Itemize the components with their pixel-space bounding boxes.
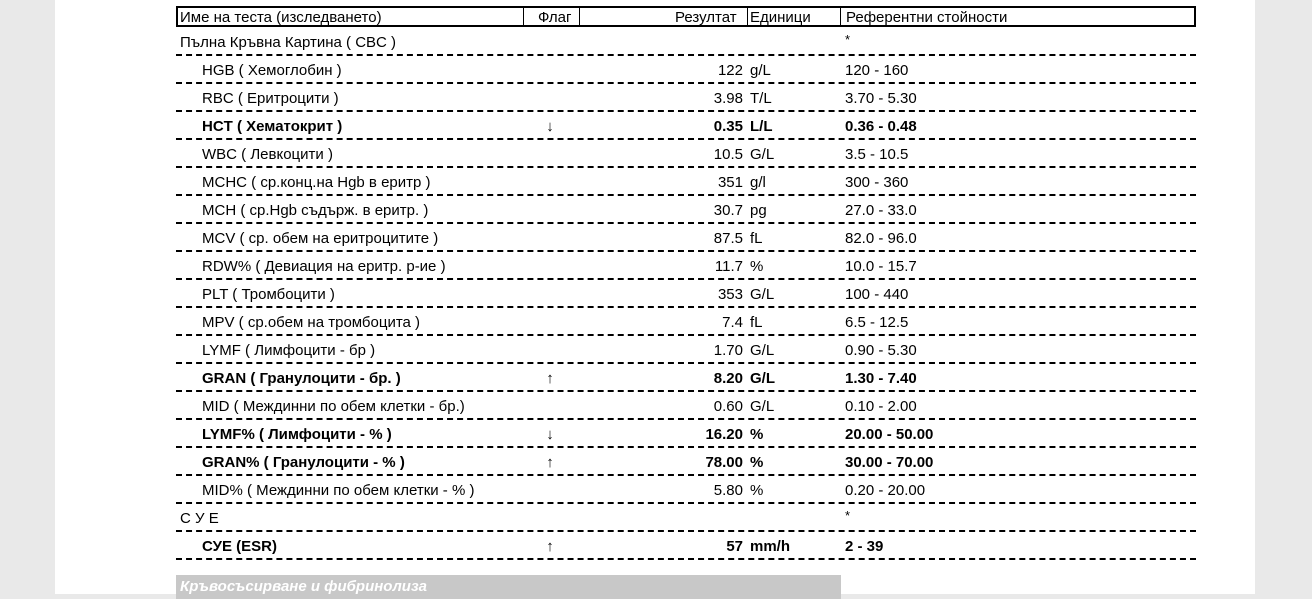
group-title: Пълна Кръвна Картина ( CBC )	[180, 34, 397, 51]
reference-range: 2 - 39	[845, 538, 884, 555]
test-name: MID ( Междинни по обем клетки - бр.)	[202, 398, 465, 415]
table-row	[176, 392, 1196, 420]
result-unit: %	[750, 454, 764, 471]
result-value: 1.70	[713, 342, 743, 359]
test-name: PLT ( Тромбоцити )	[202, 286, 335, 303]
result-unit: pg	[750, 202, 767, 219]
result-unit: G/L	[750, 146, 775, 163]
test-name: LYMF% ( Лимфоцити - % )	[202, 426, 392, 443]
reference-range: 10.0 - 15.7	[845, 258, 917, 275]
table-row	[176, 364, 1196, 392]
result-value: 87.5	[713, 230, 743, 247]
reference-range: 27.0 - 33.0	[845, 202, 917, 219]
result-value: 11.7	[714, 258, 743, 275]
result-unit: %	[750, 482, 764, 499]
reference-range: 1.30 - 7.40	[845, 370, 917, 387]
table-row	[176, 252, 1196, 280]
header-test-name: Име на теста (изследването)	[180, 9, 382, 26]
table-row	[176, 308, 1196, 336]
result-value: 351	[717, 174, 743, 191]
reference-range: 6.5 - 12.5	[845, 314, 909, 331]
test-name: СУЕ (ESR)	[202, 538, 277, 555]
result-unit: G/L	[750, 398, 775, 415]
test-name: MCH ( ср.Hgb съдърж. в еритр. )	[202, 202, 429, 219]
test-name: MCV ( ср. обем на еритроцитите )	[202, 230, 439, 247]
table-row	[176, 476, 1196, 504]
test-name: HGB ( Хемоглобин )	[202, 62, 342, 79]
table-row	[176, 420, 1196, 448]
result-value: 5.80	[713, 482, 743, 499]
header-divider	[747, 8, 748, 25]
reference-range: 120 - 160	[845, 62, 909, 79]
result-unit: fL	[750, 230, 763, 247]
test-name: MPV ( ср.обем на тромбоцита )	[202, 314, 421, 331]
result-value: 0.60	[713, 398, 743, 415]
reference-range: 20.00 - 50.00	[845, 426, 934, 443]
flag-arrow-icon: ↓	[546, 118, 554, 135]
table-row	[176, 168, 1196, 196]
test-name: LYMF ( Лимфоцити - бр )	[202, 342, 376, 359]
table-row	[176, 196, 1196, 224]
table-row	[176, 112, 1196, 140]
result-value: 353	[717, 286, 743, 303]
header-divider	[523, 8, 524, 25]
table-row	[176, 84, 1196, 112]
flag-arrow-icon: ↑	[546, 370, 554, 387]
result-unit: %	[750, 426, 764, 443]
result-unit: g/l	[750, 174, 766, 191]
header-reference: Референтни стойности	[846, 9, 1008, 26]
result-value: 30.7	[713, 202, 743, 219]
table-row	[176, 140, 1196, 168]
result-unit: G/L	[750, 370, 775, 387]
reference-range: 30.00 - 70.00	[845, 454, 934, 471]
test-name: MCHC ( ср.конц.на Hgb в еритр )	[202, 174, 431, 191]
result-value: 3.98	[713, 90, 743, 107]
reference-range: 0.20 - 20.00	[845, 482, 926, 499]
section-banner-coagulation: Кръвосъсирване и фибринолиза	[176, 575, 841, 599]
table-row	[176, 280, 1196, 308]
reference-range: 3.70 - 5.30	[845, 90, 917, 107]
test-name: RBC ( Еритроцити )	[202, 90, 339, 107]
group-title: С У Е	[180, 510, 219, 527]
test-name: MID% ( Междинни по обем клетки - % )	[202, 482, 475, 499]
header-flag: Флаг	[538, 9, 572, 26]
result-value: 16.20	[705, 426, 743, 443]
result-unit: mm/h	[750, 538, 791, 555]
reference-range: 3.5 - 10.5	[845, 146, 909, 163]
table-row	[176, 448, 1196, 476]
group-header-row	[176, 504, 1196, 532]
test-name: RDW% ( Девиация на еритр. р-ие )	[202, 258, 446, 275]
group-reference-marker: *	[845, 508, 851, 523]
result-value: 10.5	[713, 146, 743, 163]
result-unit: g/L	[750, 62, 771, 79]
table-row	[176, 532, 1196, 560]
test-name: WBC ( Левкоцити )	[202, 146, 333, 163]
test-name: HCT ( Хематокрит )	[202, 118, 343, 135]
reference-range: 0.90 - 5.30	[845, 342, 917, 359]
result-unit: G/L	[750, 286, 775, 303]
reference-range: 82.0 - 96.0	[845, 230, 917, 247]
result-value: 122	[717, 62, 743, 79]
flag-arrow-icon: ↑	[546, 538, 554, 555]
results-table-header	[176, 6, 1196, 27]
test-name: GRAN ( Гранулоцити - бр. )	[202, 370, 401, 387]
group-header-row	[176, 28, 1196, 56]
reference-range: 0.10 - 2.00	[845, 398, 917, 415]
flag-arrow-icon: ↓	[546, 426, 554, 443]
flag-arrow-icon: ↑	[546, 454, 554, 471]
result-value: 8.20	[713, 370, 743, 387]
reference-range: 100 - 440	[845, 286, 909, 303]
header-divider	[840, 8, 841, 25]
result-value: 7.4	[722, 314, 743, 331]
result-unit: G/L	[750, 342, 775, 359]
header-divider	[579, 8, 580, 25]
result-value: 0.35	[713, 118, 743, 135]
table-row	[176, 224, 1196, 252]
result-value: 57	[726, 538, 743, 555]
table-row	[176, 336, 1196, 364]
result-unit: fL	[750, 314, 763, 331]
result-unit: %	[750, 258, 764, 275]
header-result: Резултат	[675, 9, 737, 26]
header-units: Единици	[750, 9, 811, 26]
result-unit: T/L	[750, 90, 772, 107]
result-unit: L/L	[750, 118, 773, 135]
reference-range: 0.36 - 0.48	[845, 118, 917, 135]
reference-range: 300 - 360	[845, 174, 909, 191]
group-reference-marker: *	[845, 32, 851, 47]
table-row	[176, 56, 1196, 84]
result-value: 78.00	[705, 454, 743, 471]
test-name: GRAN% ( Гранулоцити - % )	[202, 454, 405, 471]
